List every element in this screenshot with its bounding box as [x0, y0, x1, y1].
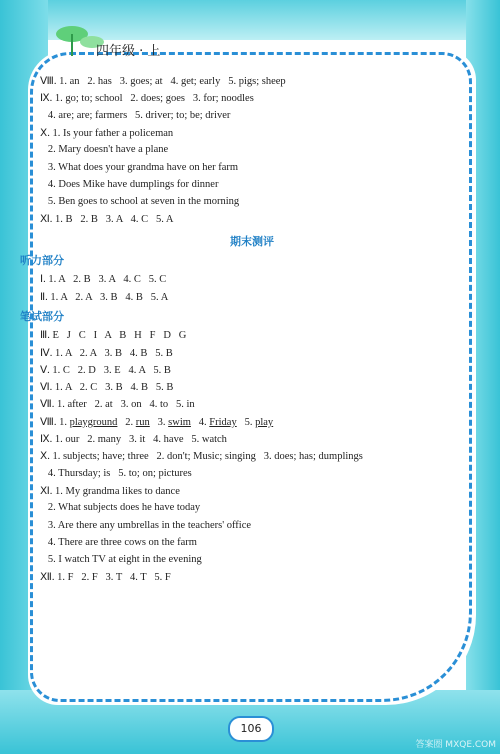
watermark: 答案圈 MXQE.COM — [415, 740, 496, 750]
answer-line: 5. I watch TV at eight in the evening — [40, 554, 202, 566]
answer-line: Ⅲ. E J C I A B H F D G — [40, 330, 187, 342]
answer-line: 4. are; are; farmers 5. driver; to; be; driver — [40, 109, 231, 121]
answer-line: 3. What does your grandma have on her farm — [40, 161, 239, 173]
page-header: 四年级 · 上 — [96, 44, 161, 59]
underlined-word: run — [135, 416, 150, 428]
answer-line-underlined — [40, 416, 273, 428]
writing-section-title: 笔试部分 — [20, 309, 64, 323]
answer-line: Ⅺ. 1. My grandma likes to dance — [40, 485, 180, 497]
exam-title: 期末测评 — [230, 234, 274, 248]
answer-line: Ⅵ. 1. A 2. C 3. B 4. B 5. B — [40, 382, 174, 394]
answer-line: 3. Are there any umbrellas in the teachers' office — [40, 519, 252, 531]
answer-line: 4. Does Mike have dumplings for dinner — [40, 178, 219, 190]
answer-line: Ⅸ. 1. go; to; school 2. does; goes 3. for; noodles — [40, 93, 254, 105]
page-number: 106 — [228, 716, 274, 742]
underlined-word: swim — [168, 416, 191, 428]
row-prefix: Ⅷ. 1. — [40, 416, 70, 428]
underlined-word: playground — [69, 416, 118, 428]
item-number: 3. — [149, 416, 169, 428]
answer-line: Ⅶ. 1. after 2. at 3. on 4. to 5. in — [40, 399, 195, 411]
answer-line: 2. Mary doesn't have a plane — [40, 144, 169, 156]
answer-line: 4. There are three cows on the farm — [40, 536, 197, 548]
answer-line: 4. Thursday; is 5. to; on; pictures — [40, 467, 192, 479]
item-number: 2. — [117, 416, 136, 428]
answer-line: Ⅱ. 1. A 2. A 3. B 4. B 5. A — [40, 291, 169, 303]
answer-line: 2. What subjects does he have today — [40, 502, 201, 514]
listening-section-title: 听力部分 — [20, 254, 64, 267]
answer-line: Ⅴ. 1. C 2. D 3. E 4. A 5. B — [40, 364, 171, 376]
answer-line: Ⅹ. 1. Is your father a policeman — [40, 127, 174, 139]
item-number: 5. — [236, 416, 256, 428]
answer-line: Ⅳ. 1. A 2. A 3. B 4. B 5. B — [40, 347, 173, 359]
answer-line: Ⅺ. 1. B 2. B 3. A 4. C 5. A — [40, 214, 174, 226]
answer-line: Ⅸ. 1. our 2. many 3. it 4. have 5. watch — [40, 434, 227, 445]
answer-line: Ⅰ. 1. A 2. B 3. A 4. C 5. C — [40, 274, 167, 286]
underlined-word: play — [255, 416, 274, 428]
answer-line: Ⅹ. 1. subjects; have; three 2. don't; Music; singing 3. does; has; dumplings — [40, 451, 363, 463]
underlined-word: Friday — [209, 416, 237, 428]
answer-line: Ⅻ. 1. F 2. F 3. T 4. T 5. F — [40, 572, 171, 584]
item-number: 4. — [190, 416, 210, 428]
answer-line: 5. Ben goes to school at seven in the morning — [40, 196, 240, 208]
answer-line: Ⅷ. 1. an 2. has 3. goes; at 4. get; early 5. pigs; sheep — [40, 76, 286, 87]
